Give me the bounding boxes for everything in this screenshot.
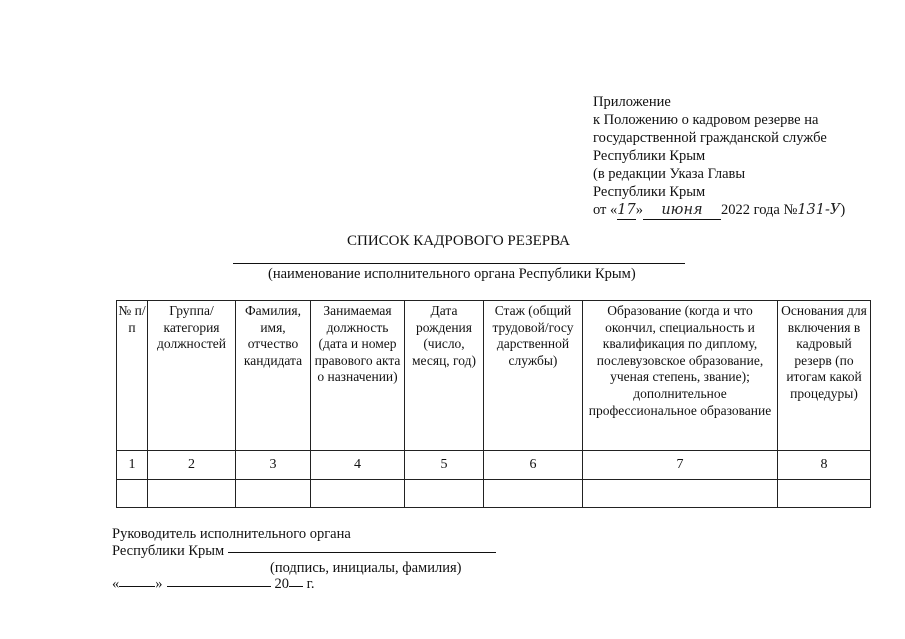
- year-prefix: 20: [274, 576, 289, 592]
- column-number: 5: [405, 451, 484, 480]
- org-name-blank-line: [233, 263, 685, 264]
- closing-paren: ): [840, 202, 846, 218]
- column-number: 8: [778, 451, 871, 480]
- empty-cell: [236, 480, 311, 508]
- appendix-line: (в редакции Указа Главы: [593, 166, 746, 182]
- year-text: 2022 года №: [720, 202, 798, 218]
- empty-cell: [117, 480, 148, 508]
- org-name-caption: (наименование исполнительного органа Республики Крым): [268, 266, 636, 282]
- column-number: 7: [583, 451, 778, 480]
- header-cell-grounds: Основания для включения в кадровый резерв (по итогам какой процедуры): [778, 301, 871, 451]
- empty-cell: [311, 480, 405, 508]
- year-suffix: г.: [306, 576, 315, 592]
- empty-cell: [583, 480, 778, 508]
- header-cell-position: Занимаемая должность (дата и номер правового акта о назначении): [311, 301, 405, 451]
- signatory-title-line1: Руководитель исполнительного органа: [112, 526, 351, 542]
- reserve-table: [116, 300, 871, 508]
- year-blank: [289, 585, 303, 587]
- column-number: 3: [236, 451, 311, 480]
- day-close-quote: »: [635, 202, 643, 218]
- header-cell-number: № п/п: [117, 301, 148, 451]
- header-cell-name: Фамилия, имя, отчество кандидата: [236, 301, 311, 451]
- signature-blank-line: [228, 551, 496, 553]
- handwritten-decree-number: 131-У: [797, 202, 841, 218]
- column-number: 6: [484, 451, 583, 480]
- header-cell-education: Образование (когда и что окончил, специальность и квалификация по диплому, послевузовское образование, ученая степень, звание); дополнительное профессиональное образование: [583, 301, 778, 451]
- date-prefix: от «: [593, 202, 618, 218]
- appendix-line: к Положению о кадровом резерве на: [593, 112, 819, 128]
- empty-cell: [405, 480, 484, 508]
- empty-cell: [778, 480, 871, 508]
- appendix-block: [593, 93, 845, 220]
- header-cell-birthdate: Дата рождения (число, месяц, год): [405, 301, 484, 451]
- empty-cell: [148, 480, 236, 508]
- month-blank: [167, 585, 271, 587]
- day-blank: [119, 585, 155, 587]
- date-close-quote: »: [155, 576, 163, 592]
- signatory-title-text: Республики Крым: [112, 543, 225, 559]
- appendix-line: Республики Крым: [593, 148, 706, 164]
- handwritten-month: июня: [643, 201, 721, 220]
- appendix-line: Республики Крым: [593, 184, 706, 200]
- header-cell-group: Группа/ категория должностей: [148, 301, 236, 451]
- column-number: 1: [117, 451, 148, 480]
- table-header-row: [117, 301, 871, 451]
- date-open-quote: «: [112, 576, 120, 592]
- column-number-row: [117, 451, 871, 480]
- column-number: 4: [311, 451, 405, 480]
- appendix-line: государственной гражданской службе: [593, 130, 827, 146]
- signatory-title-line2: [112, 543, 496, 560]
- empty-data-row: [117, 480, 871, 508]
- appendix-line: Приложение: [593, 94, 671, 110]
- document-title: СПИСОК КАДРОВОГО РЕЗЕРВА: [347, 233, 571, 249]
- header-cell-experience: Стаж (общий трудовой/госу дарственной службы): [484, 301, 583, 451]
- signature-date-line: [112, 576, 315, 593]
- signature-caption: (подпись, инициалы, фамилия): [270, 560, 462, 576]
- empty-cell: [484, 480, 583, 508]
- handwritten-day: 17: [617, 202, 636, 218]
- column-number: 2: [148, 451, 236, 480]
- appendix-date-line: [593, 201, 845, 220]
